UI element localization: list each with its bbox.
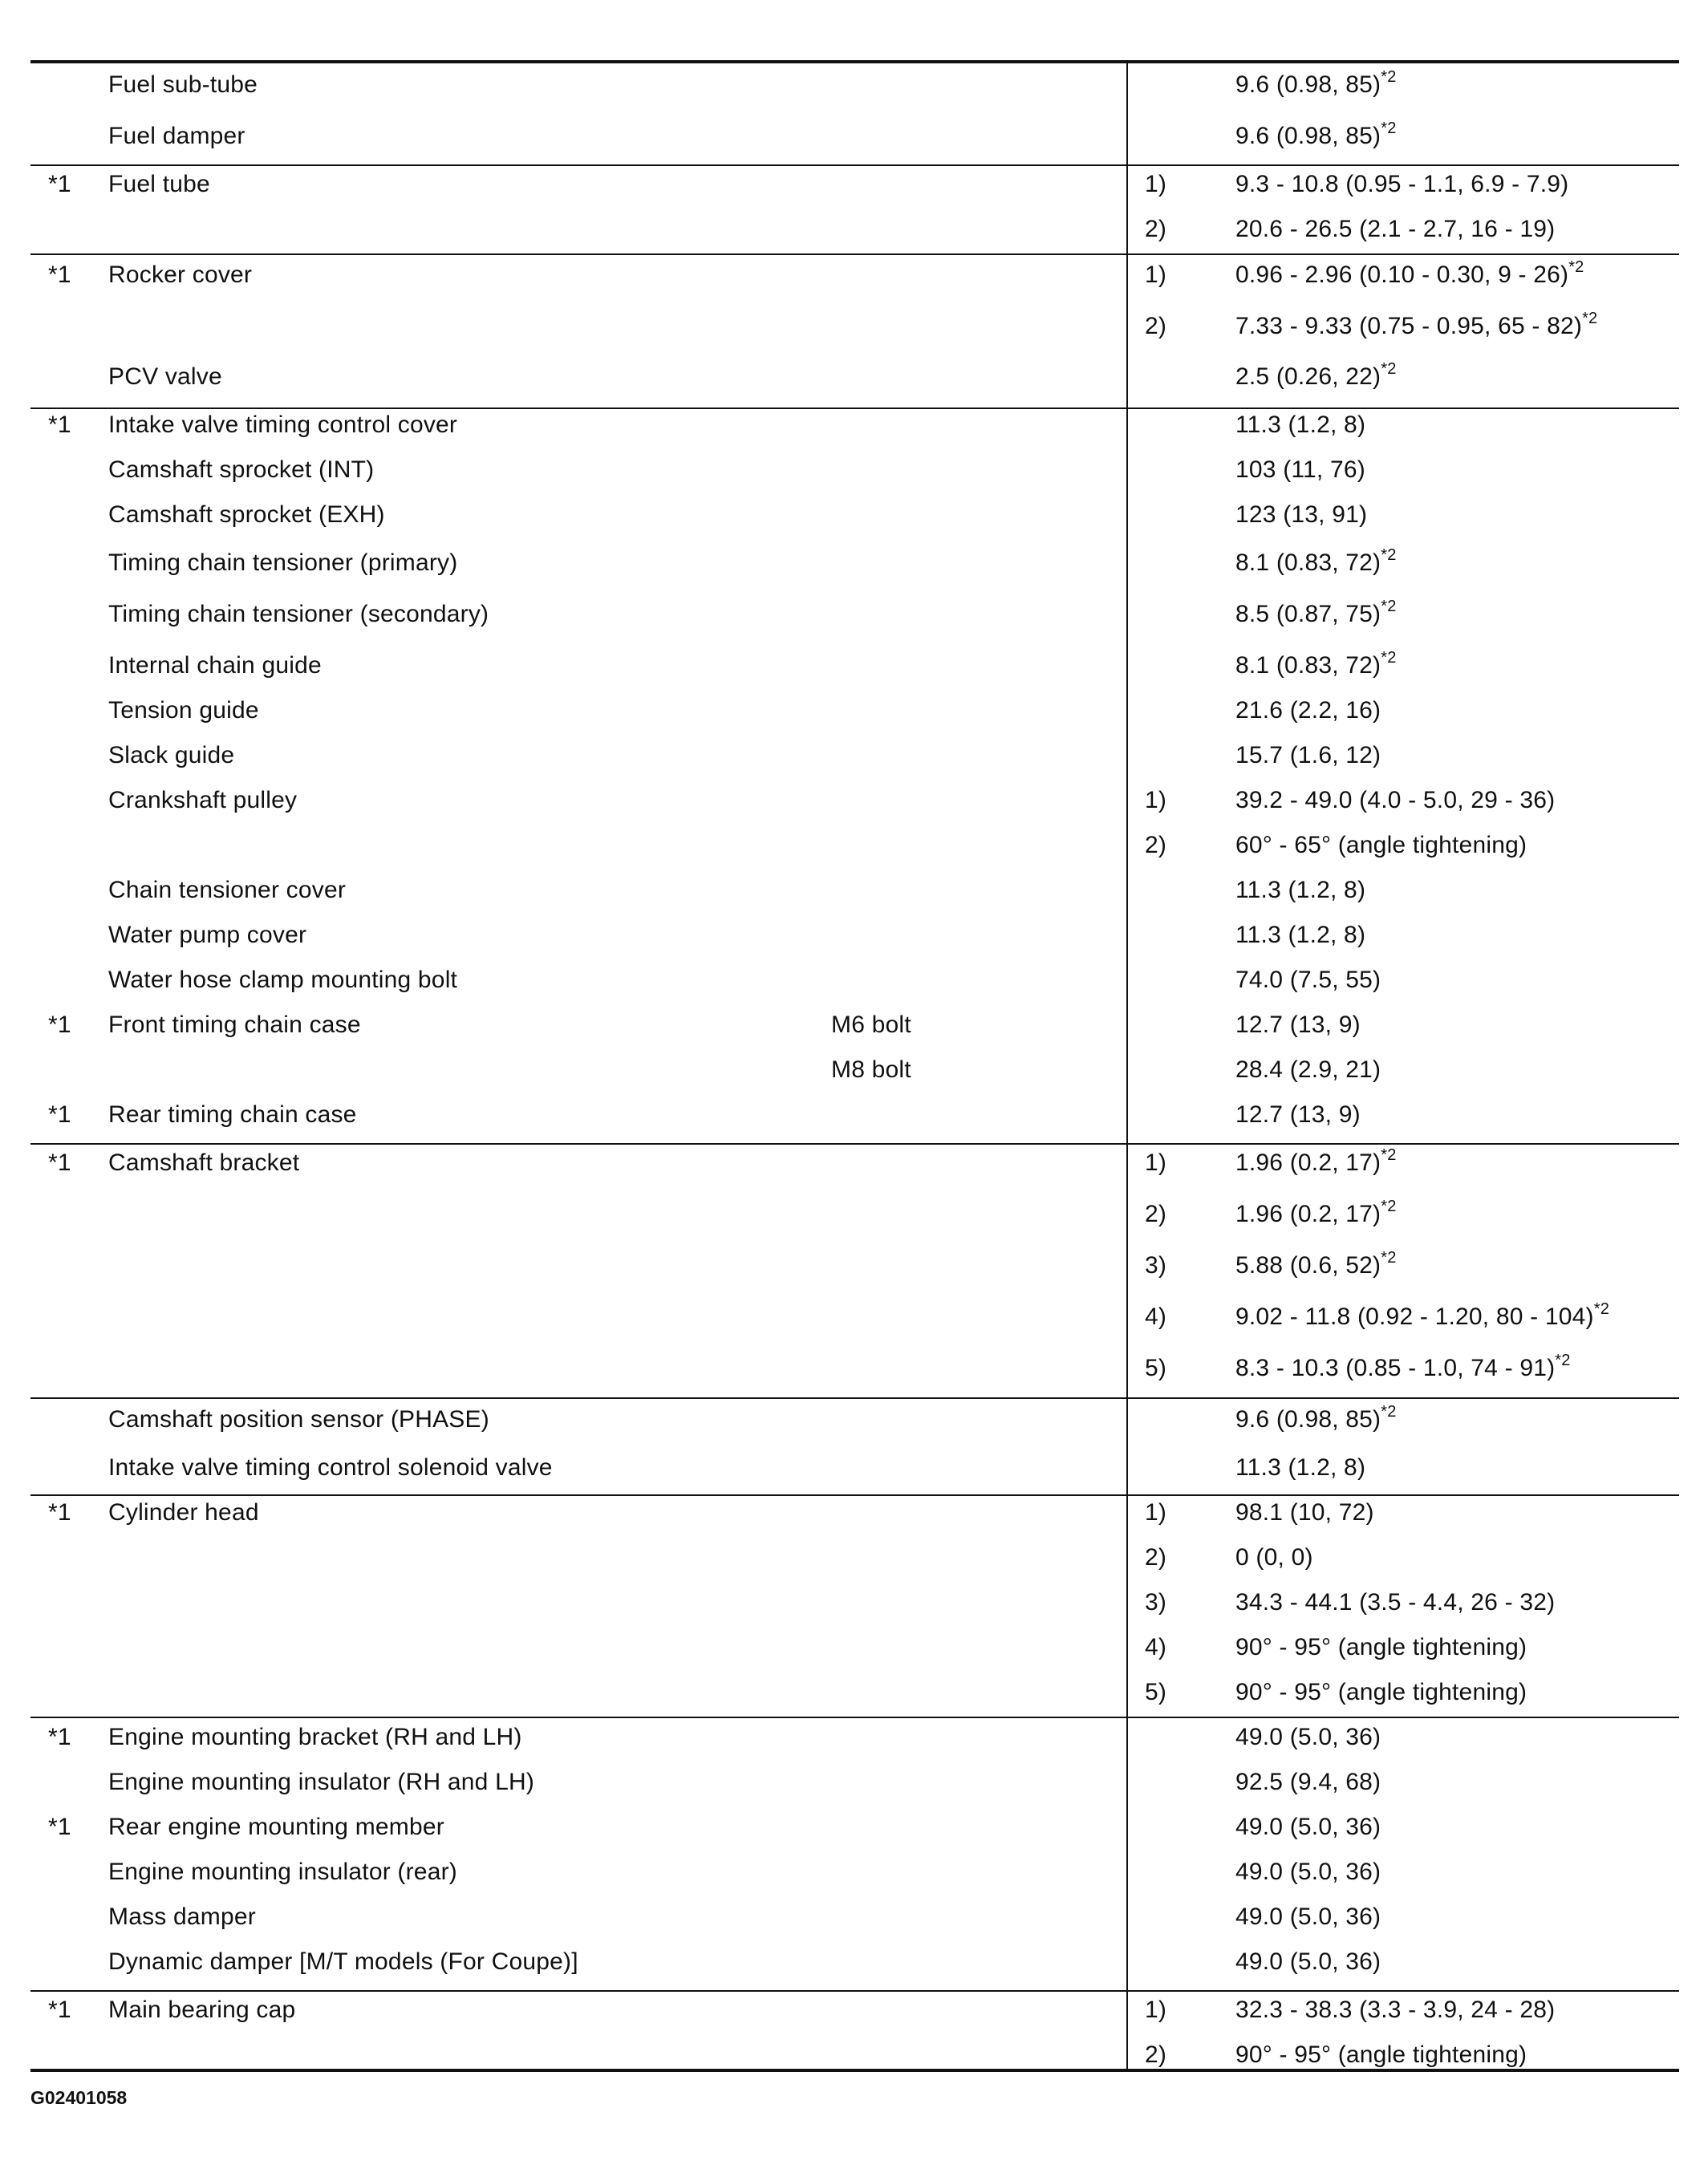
torque-value: 2.5 (0.26, 22)$^{*2}$ bbox=[1235, 360, 1397, 390]
footnote-marker: *2 bbox=[1555, 1352, 1571, 1369]
torque-value: 1.96 (0.2, 17)$^{*2}$ bbox=[1235, 1146, 1397, 1176]
tightening-step: 2) bbox=[1145, 216, 1167, 242]
tightening-step: 2) bbox=[1145, 1201, 1167, 1227]
row-mark: *1 bbox=[48, 1997, 71, 2023]
torque-value: 39.2 - 49.0 (4.0 - 5.0, 29 - 36) bbox=[1235, 787, 1556, 813]
tightening-step: 4) bbox=[1145, 1634, 1167, 1660]
torque-value: 90° - 95° (angle tightening) bbox=[1235, 1679, 1527, 1705]
footnote-marker: *2 bbox=[1582, 310, 1598, 327]
row-mark: *1 bbox=[48, 1814, 71, 1840]
torque-value: 0.96 - 2.96 (0.10 - 0.30, 9 - 26)$^{*2}$ bbox=[1235, 258, 1584, 288]
component-name: Timing chain tensioner (secondary) bbox=[108, 601, 489, 627]
torque-value: 11.3 (1.2, 8) bbox=[1235, 877, 1366, 903]
component-name: Engine mounting bracket (RH and LH) bbox=[108, 1724, 522, 1750]
torque-value: 34.3 - 44.1 (3.5 - 4.4, 26 - 32) bbox=[1235, 1589, 1556, 1616]
row-mark: *1 bbox=[48, 1724, 71, 1750]
component-name: Cylinder head bbox=[108, 1499, 259, 1526]
component-name: Fuel sub-tube bbox=[108, 71, 258, 98]
table-top-rule bbox=[30, 60, 1679, 63]
bolt-size: M6 bolt bbox=[831, 1012, 911, 1038]
footnote-marker: *2 bbox=[1381, 546, 1397, 564]
component-name: Tension guide bbox=[108, 697, 259, 724]
tightening-step: 1) bbox=[1145, 1997, 1167, 2023]
tightening-step: 3) bbox=[1145, 1252, 1167, 1279]
component-name: Camshaft sprocket (INT) bbox=[108, 456, 375, 483]
footnote-marker: *2 bbox=[1381, 360, 1397, 378]
group-separator-line bbox=[30, 1494, 1679, 1496]
component-name: Camshaft bracket bbox=[108, 1149, 300, 1176]
torque-value: 60° - 65° (angle tightening) bbox=[1235, 832, 1527, 858]
group-separator-line bbox=[30, 1717, 1679, 1718]
component-name: Rocker cover bbox=[108, 262, 253, 288]
tightening-step: 5) bbox=[1145, 1679, 1167, 1705]
torque-value: 0 (0, 0) bbox=[1235, 1544, 1313, 1571]
tightening-step: 5) bbox=[1145, 1355, 1167, 1381]
component-name: Engine mounting insulator (rear) bbox=[108, 1859, 457, 1885]
torque-value: 8.1 (0.83, 72)$^{*2}$ bbox=[1235, 546, 1397, 576]
torque-value: 1.96 (0.2, 17)$^{*2}$ bbox=[1235, 1198, 1397, 1227]
group-separator-line bbox=[30, 1990, 1679, 1992]
row-mark: *1 bbox=[48, 1499, 71, 1526]
torque-value: 90° - 95° (angle tightening) bbox=[1235, 2041, 1527, 2068]
torque-value: 12.7 (13, 9) bbox=[1235, 1101, 1361, 1128]
component-name: Crankshaft pulley bbox=[108, 787, 298, 813]
torque-value: 11.3 (1.2, 8) bbox=[1235, 1454, 1366, 1481]
torque-value: 8.1 (0.83, 72)$^{*2}$ bbox=[1235, 649, 1397, 679]
torque-value: 103 (11, 76) bbox=[1235, 456, 1365, 483]
torque-value: 9.6 (0.98, 85)$^{*2}$ bbox=[1235, 68, 1397, 98]
component-name: Intake valve timing control solenoid valve bbox=[108, 1454, 553, 1481]
component-name: Fuel damper bbox=[108, 123, 245, 149]
torque-value: 49.0 (5.0, 36) bbox=[1235, 1903, 1381, 1930]
component-name: Water pump cover bbox=[108, 922, 307, 948]
tightening-step: 2) bbox=[1145, 1544, 1167, 1571]
component-name: Chain tensioner cover bbox=[108, 877, 347, 903]
torque-value: 9.6 (0.98, 85)$^{*2}$ bbox=[1235, 1403, 1397, 1433]
tightening-step: 4) bbox=[1145, 1303, 1167, 1330]
torque-value: 8.5 (0.87, 75)$^{*2}$ bbox=[1235, 598, 1397, 627]
footnote-marker: *2 bbox=[1381, 1249, 1397, 1267]
component-name: Timing chain tensioner (primary) bbox=[108, 549, 458, 576]
torque-value: 12.7 (13, 9) bbox=[1235, 1012, 1361, 1038]
component-name: Main bearing cap bbox=[108, 1997, 296, 2023]
row-mark: *1 bbox=[48, 1149, 71, 1176]
torque-value: 8.3 - 10.3 (0.85 - 1.0, 74 - 91)$^{*2}$ bbox=[1235, 1352, 1571, 1381]
torque-value: 32.3 - 38.3 (3.3 - 3.9, 24 - 28) bbox=[1235, 1997, 1556, 2023]
component-name: Camshaft position sensor (PHASE) bbox=[108, 1406, 489, 1433]
column-divider bbox=[1126, 60, 1128, 2070]
component-name: Rear engine mounting member bbox=[108, 1814, 444, 1840]
torque-value: 11.3 (1.2, 8) bbox=[1235, 412, 1366, 438]
torque-value: 74.0 (7.5, 55) bbox=[1235, 967, 1381, 993]
torque-value: 123 (13, 91) bbox=[1235, 501, 1368, 528]
torque-value: 98.1 (10, 72) bbox=[1235, 1499, 1374, 1526]
footnote-marker: *2 bbox=[1381, 1403, 1397, 1421]
tightening-step: 1) bbox=[1145, 787, 1167, 813]
component-name: Dynamic damper [M/T models (For Coupe)] bbox=[108, 1948, 578, 1975]
footnote-marker: *2 bbox=[1381, 120, 1397, 137]
component-name: Slack guide bbox=[108, 742, 235, 768]
component-name: Engine mounting insulator (RH and LH) bbox=[108, 1769, 535, 1795]
tightening-step: 2) bbox=[1145, 832, 1167, 858]
tightening-step: 2) bbox=[1145, 2041, 1167, 2068]
table-bottom-rule bbox=[30, 2069, 1679, 2072]
torque-value: 20.6 - 26.5 (2.1 - 2.7, 16 - 19) bbox=[1235, 216, 1556, 242]
row-mark: *1 bbox=[48, 171, 71, 197]
group-separator-line bbox=[30, 1397, 1679, 1399]
figure-code: G02401058 bbox=[30, 2087, 128, 2108]
footnote-marker: *2 bbox=[1593, 1300, 1610, 1318]
torque-value: 90° - 95° (angle tightening) bbox=[1235, 1634, 1527, 1660]
component-name: Internal chain guide bbox=[108, 652, 322, 679]
component-name: Water hose clamp mounting bolt bbox=[108, 967, 458, 993]
footnote-marker: *2 bbox=[1381, 649, 1397, 667]
torque-value: 49.0 (5.0, 36) bbox=[1235, 1724, 1381, 1750]
row-mark: *1 bbox=[48, 412, 71, 438]
torque-value: 7.33 - 9.33 (0.75 - 0.95, 65 - 82)$^{*2}$ bbox=[1235, 310, 1598, 339]
row-mark: *1 bbox=[48, 262, 71, 288]
group-separator-line bbox=[30, 164, 1679, 166]
tightening-step: 1) bbox=[1145, 1149, 1167, 1176]
bolt-size: M8 bolt bbox=[831, 1056, 911, 1083]
torque-value: 49.0 (5.0, 36) bbox=[1235, 1859, 1381, 1885]
component-name: Mass damper bbox=[108, 1903, 256, 1930]
torque-value: 5.88 (0.6, 52)$^{*2}$ bbox=[1235, 1249, 1397, 1279]
torque-value: 9.6 (0.98, 85)$^{*2}$ bbox=[1235, 120, 1397, 149]
torque-value: 11.3 (1.2, 8) bbox=[1235, 922, 1366, 948]
footnote-marker: *2 bbox=[1381, 598, 1397, 615]
component-name: Fuel tube bbox=[108, 171, 210, 197]
torque-value: 49.0 (5.0, 36) bbox=[1235, 1814, 1381, 1840]
component-name: PCV valve bbox=[108, 363, 222, 390]
footnote-marker: *2 bbox=[1381, 68, 1397, 86]
torque-value: 28.4 (2.9, 21) bbox=[1235, 1056, 1381, 1083]
tightening-step: 1) bbox=[1145, 262, 1167, 288]
tightening-step: 1) bbox=[1145, 1499, 1167, 1526]
torque-value: 9.02 - 11.8 (0.92 - 1.20, 80 - 104)$^{*2}$ bbox=[1235, 1300, 1610, 1330]
component-name: Rear timing chain case bbox=[108, 1101, 357, 1128]
row-mark: *1 bbox=[48, 1101, 71, 1128]
group-separator-line bbox=[30, 253, 1679, 255]
footnote-marker: *2 bbox=[1381, 1198, 1397, 1215]
torque-value: 15.7 (1.6, 12) bbox=[1235, 742, 1381, 768]
row-mark: *1 bbox=[48, 1012, 71, 1038]
group-separator-line bbox=[30, 1143, 1679, 1145]
torque-value: 9.3 - 10.8 (0.95 - 1.1, 6.9 - 7.9) bbox=[1235, 171, 1569, 197]
component-name: Camshaft sprocket (EXH) bbox=[108, 501, 385, 528]
torque-value: 49.0 (5.0, 36) bbox=[1235, 1948, 1381, 1975]
tightening-step: 1) bbox=[1145, 171, 1167, 197]
tightening-step: 2) bbox=[1145, 313, 1167, 339]
group-separator-line bbox=[30, 407, 1679, 409]
torque-value: 92.5 (9.4, 68) bbox=[1235, 1769, 1381, 1795]
footnote-marker: *2 bbox=[1568, 258, 1584, 276]
component-name: Front timing chain case bbox=[108, 1012, 361, 1038]
component-name: Intake valve timing control cover bbox=[108, 412, 458, 438]
footnote-marker: *2 bbox=[1381, 1146, 1397, 1164]
tightening-step: 3) bbox=[1145, 1589, 1167, 1616]
torque-value: 21.6 (2.2, 16) bbox=[1235, 697, 1381, 724]
